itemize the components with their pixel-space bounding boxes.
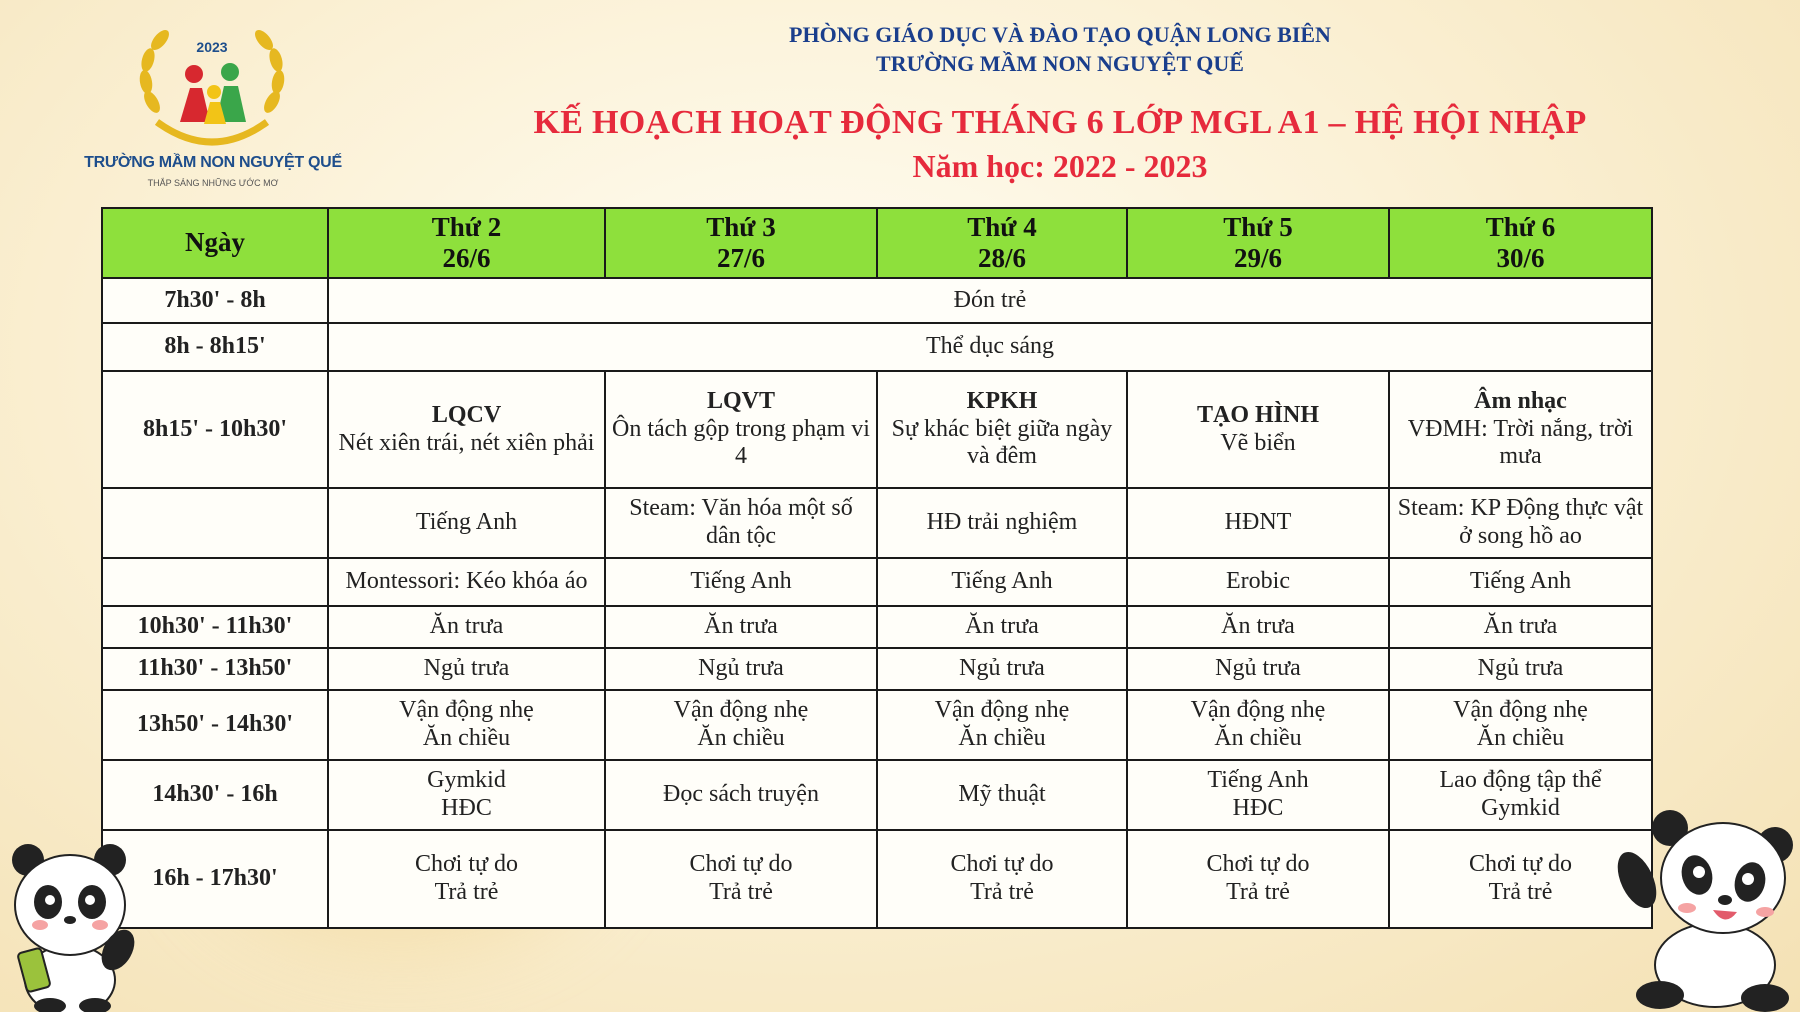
activity-cell: Vận động nhẹ Ăn chiều <box>1127 690 1389 760</box>
activity-cell: Ngủ trưa <box>328 648 605 690</box>
activity-cell: Vận động nhẹ Ăn chiều <box>1389 690 1652 760</box>
time-cell: 10h30' - 11h30' <box>102 606 328 648</box>
lesson-cell: Âm nhạc VĐMH: Trời nắng, trời mưa <box>1389 371 1652 488</box>
activity-cell: Vận động nhẹ Ăn chiều <box>328 690 605 760</box>
header-day: Thứ 4 28/6 <box>877 208 1127 278</box>
activity-cell: Đọc sách truyện <box>605 760 877 830</box>
time-cell: 16h - 17h30' <box>102 830 328 928</box>
table-row <box>102 606 1652 648</box>
time-cell: 14h30' - 16h <box>102 760 328 830</box>
activity-cell: Tiếng Anh <box>877 558 1127 606</box>
activity-cell: Chơi tự do Trả trẻ <box>1127 830 1389 928</box>
table-row <box>102 760 1652 830</box>
header-corner: Ngày <box>102 208 328 278</box>
activity-cell: Ăn trưa <box>1389 606 1652 648</box>
activity-cell: Đón trẻ <box>328 278 1652 323</box>
page-title: KẾ HOẠCH HOẠT ĐỘNG THÁNG 6 LỚP MGL A1 – HỆ HỘI NHẬP <box>533 104 1587 141</box>
activity-cell: Ăn trưa <box>605 606 877 648</box>
time-cell: 8h - 8h15' <box>102 323 328 371</box>
table-row <box>102 488 1652 558</box>
table-row <box>102 648 1652 690</box>
activity-cell: Montessori: Kéo khóa áo <box>328 558 605 606</box>
activity-cell: Ăn trưa <box>328 606 605 648</box>
header-row <box>102 208 1652 278</box>
time-cell-empty <box>102 558 328 606</box>
header-day: Thứ 5 29/6 <box>1127 208 1389 278</box>
header-day: Thứ 2 26/6 <box>328 208 605 278</box>
table-row <box>102 830 1652 928</box>
header-department: PHÒNG GIÁO DỤC VÀ ĐÀO TẠO QUẬN LONG BIÊN <box>789 22 1331 47</box>
activity-cell: Tiếng Anh HĐC <box>1127 760 1389 830</box>
lesson-cell: LQVT Ôn tách gộp trong phạm vi 4 <box>605 371 877 488</box>
activity-cell: Tiếng Anh <box>605 558 877 606</box>
activity-cell: Vận động nhẹ Ăn chiều <box>877 690 1127 760</box>
lesson-cell: LQCV Nét xiên trái, nét xiên phải <box>328 371 605 488</box>
table-row <box>102 371 1652 488</box>
time-cell: 11h30' - 13h50' <box>102 648 328 690</box>
logo-school-name: TRƯỜNG MẦM NON NGUYỆT QUẾ <box>84 154 342 171</box>
header-school: TRƯỜNG MẦM NON NGUYỆT QUẾ <box>876 51 1244 76</box>
activity-cell: Gymkid HĐC <box>328 760 605 830</box>
logo-emblem-icon <box>132 12 292 152</box>
time-cell-empty <box>102 488 328 558</box>
activity-cell: Ngủ trưa <box>1389 648 1652 690</box>
activity-cell: Lao động tập thể Gymkid <box>1389 760 1652 830</box>
table-row <box>102 558 1652 606</box>
activity-cell: Erobic <box>1127 558 1389 606</box>
activity-cell: Tiếng Anh <box>328 488 605 558</box>
time-cell: 7h30' - 8h <box>102 278 328 323</box>
schedule-table <box>101 207 1653 929</box>
activity-cell: Ngủ trưa <box>1127 648 1389 690</box>
activity-cell: Ngủ trưa <box>877 648 1127 690</box>
activity-cell: Ăn trưa <box>1127 606 1389 648</box>
time-cell: 13h50' - 14h30' <box>102 690 328 760</box>
school-logo <box>82 12 344 200</box>
activity-cell: Steam: Văn hóa một số dân tộc <box>605 488 877 558</box>
activity-cell: Mỹ thuật <box>877 760 1127 830</box>
time-cell: 8h15' - 10h30' <box>102 371 328 488</box>
activity-cell: Chơi tự do Trả trẻ <box>1389 830 1652 928</box>
table-row <box>102 690 1652 760</box>
activity-cell: Ngủ trưa <box>605 648 877 690</box>
panda-right-illustration-icon <box>1615 800 1800 1012</box>
activity-cell: Tiếng Anh <box>1389 558 1652 606</box>
activity-cell: Chơi tự do Trả trẻ <box>605 830 877 928</box>
activity-cell: Steam: KP Động thực vật ở song hồ ao <box>1389 488 1652 558</box>
activity-cell: Thể dục sáng <box>328 323 1652 371</box>
activity-cell: HĐ trải nghiệm <box>877 488 1127 558</box>
logo-slogan: THẮP SÁNG NHỮNG ƯỚC MƠ <box>147 178 279 188</box>
lesson-cell: TẠO HÌNH Vẽ biển <box>1127 371 1389 488</box>
panda-left-illustration-icon <box>0 830 160 1012</box>
header-day: Thứ 6 30/6 <box>1389 208 1652 278</box>
activity-cell: HĐNT <box>1127 488 1389 558</box>
activity-cell: Chơi tự do Trả trẻ <box>877 830 1127 928</box>
lesson-cell: KPKH Sự khác biệt giữa ngày và đêm <box>877 371 1127 488</box>
table-row <box>102 323 1652 371</box>
table-row <box>102 278 1652 323</box>
activity-cell: Ăn trưa <box>877 606 1127 648</box>
activity-cell: Chơi tự do Trả trẻ <box>328 830 605 928</box>
activity-cell: Vận động nhẹ Ăn chiều <box>605 690 877 760</box>
page-subtitle: Năm học: 2022 - 2023 <box>912 148 1208 184</box>
header-day: Thứ 3 27/6 <box>605 208 877 278</box>
logo-year: 2023 <box>196 39 228 55</box>
